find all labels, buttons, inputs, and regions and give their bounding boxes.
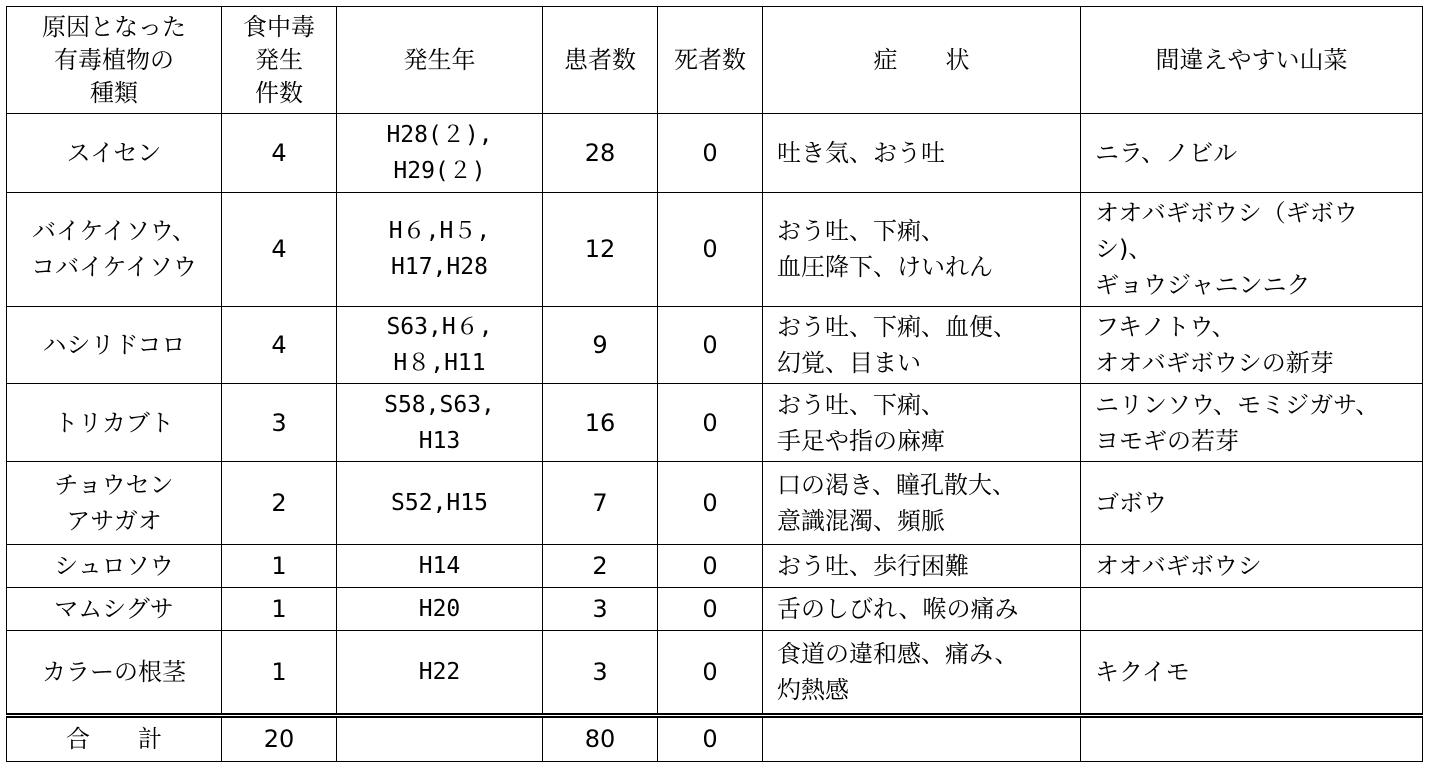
years-cell: S63,H６, H８,H11 (337, 307, 543, 384)
patients-cell: 12 (543, 192, 658, 306)
patients-cell: 2 (543, 545, 658, 588)
plant-cell: カラーの根茎 (7, 631, 222, 715)
plant-cell: スイセン (7, 114, 222, 192)
confused-cell: ゴボウ (1081, 461, 1423, 544)
symptoms-cell: 口の渇き、瞳孔散大、 意識混濁、頻脈 (763, 461, 1081, 544)
years-cell: H20 (337, 588, 543, 631)
years-cell: H28(２), H29(２) (337, 114, 543, 192)
cases-cell: 4 (222, 114, 337, 192)
total-cases: 20 (222, 715, 337, 761)
symptoms-cell: おう吐、下痢、 血圧降下、けいれん (763, 192, 1081, 306)
table-row (7, 307, 1423, 384)
table-row (7, 545, 1423, 588)
plant-cell: トリカブト (7, 384, 222, 461)
plant-cell: シュロソウ (7, 545, 222, 588)
header-symptoms: 症 状 (763, 7, 1081, 114)
table-row (7, 384, 1423, 461)
header-row (7, 7, 1423, 114)
plant-cell: バイケイソウ、 コバイケイソウ (7, 192, 222, 306)
header-plant-type: 原因となった 有毒植物の 種類 (7, 7, 222, 114)
total-patients: 80 (543, 715, 658, 761)
plant-cell: チョウセン アサガオ (7, 461, 222, 544)
patients-cell: 9 (543, 307, 658, 384)
confused-cell: フキノトウ、 オオバギボウシの新芽 (1081, 307, 1423, 384)
deaths-cell: 0 (658, 114, 763, 192)
symptoms-cell: おう吐、歩行困難 (763, 545, 1081, 588)
header-year: 発生年 (337, 7, 543, 114)
confused-cell (1081, 588, 1423, 631)
patients-cell: 3 (543, 631, 658, 715)
deaths-cell: 0 (658, 631, 763, 715)
patients-cell: 28 (543, 114, 658, 192)
symptoms-cell: 舌のしびれ、喉の痛み (763, 588, 1081, 631)
deaths-cell: 0 (658, 192, 763, 306)
confused-cell: キクイモ (1081, 631, 1423, 715)
header-patients: 患者数 (543, 7, 658, 114)
header-deaths: 死者数 (658, 7, 763, 114)
table-row (7, 631, 1423, 715)
deaths-cell: 0 (658, 384, 763, 461)
years-cell: S58,S63, H13 (337, 384, 543, 461)
years-cell: H14 (337, 545, 543, 588)
total-symptoms (763, 715, 1081, 761)
header-case-count: 食中毒 発生 件数 (222, 7, 337, 114)
total-label: 合 計 (7, 715, 222, 761)
plant-cell: ハシリドコロ (7, 307, 222, 384)
years-cell: H22 (337, 631, 543, 715)
total-row (7, 715, 1423, 761)
confused-cell: ニリンソウ、モミジガサ、 ヨモギの若芽 (1081, 384, 1423, 461)
total-deaths: 0 (658, 715, 763, 761)
patients-cell: 16 (543, 384, 658, 461)
cases-cell: 2 (222, 461, 337, 544)
deaths-cell: 0 (658, 307, 763, 384)
table-row (7, 114, 1423, 192)
symptoms-cell: おう吐、下痢、血便、 幻覚、目まい (763, 307, 1081, 384)
deaths-cell: 0 (658, 461, 763, 544)
table-row (7, 461, 1423, 544)
plant-cell: マムシグサ (7, 588, 222, 631)
cases-cell: 4 (222, 192, 337, 306)
poisonous-plant-table (6, 6, 1423, 762)
table-row (7, 588, 1423, 631)
cases-cell: 1 (222, 588, 337, 631)
confused-cell: ニラ、ノビル (1081, 114, 1423, 192)
total-confused (1081, 715, 1423, 761)
deaths-cell: 0 (658, 588, 763, 631)
table-row (7, 192, 1423, 306)
cases-cell: 1 (222, 545, 337, 588)
patients-cell: 3 (543, 588, 658, 631)
header-confused-plants: 間違えやすい山菜 (1081, 7, 1423, 114)
cases-cell: 3 (222, 384, 337, 461)
symptoms-cell: 食道の違和感、痛み、 灼熱感 (763, 631, 1081, 715)
deaths-cell: 0 (658, 545, 763, 588)
total-years (337, 715, 543, 761)
cases-cell: 4 (222, 307, 337, 384)
symptoms-cell: おう吐、下痢、 手足や指の麻痺 (763, 384, 1081, 461)
symptoms-cell: 吐き気、おう吐 (763, 114, 1081, 192)
cases-cell: 1 (222, 631, 337, 715)
confused-cell: オオバギボウシ (1081, 545, 1423, 588)
years-cell: S52,H15 (337, 461, 543, 544)
confused-cell: オオバギボウシ（ギボウシ)、 ギョウジャニンニク (1081, 192, 1423, 306)
patients-cell: 7 (543, 461, 658, 544)
years-cell: H６,H５, H17,H28 (337, 192, 543, 306)
